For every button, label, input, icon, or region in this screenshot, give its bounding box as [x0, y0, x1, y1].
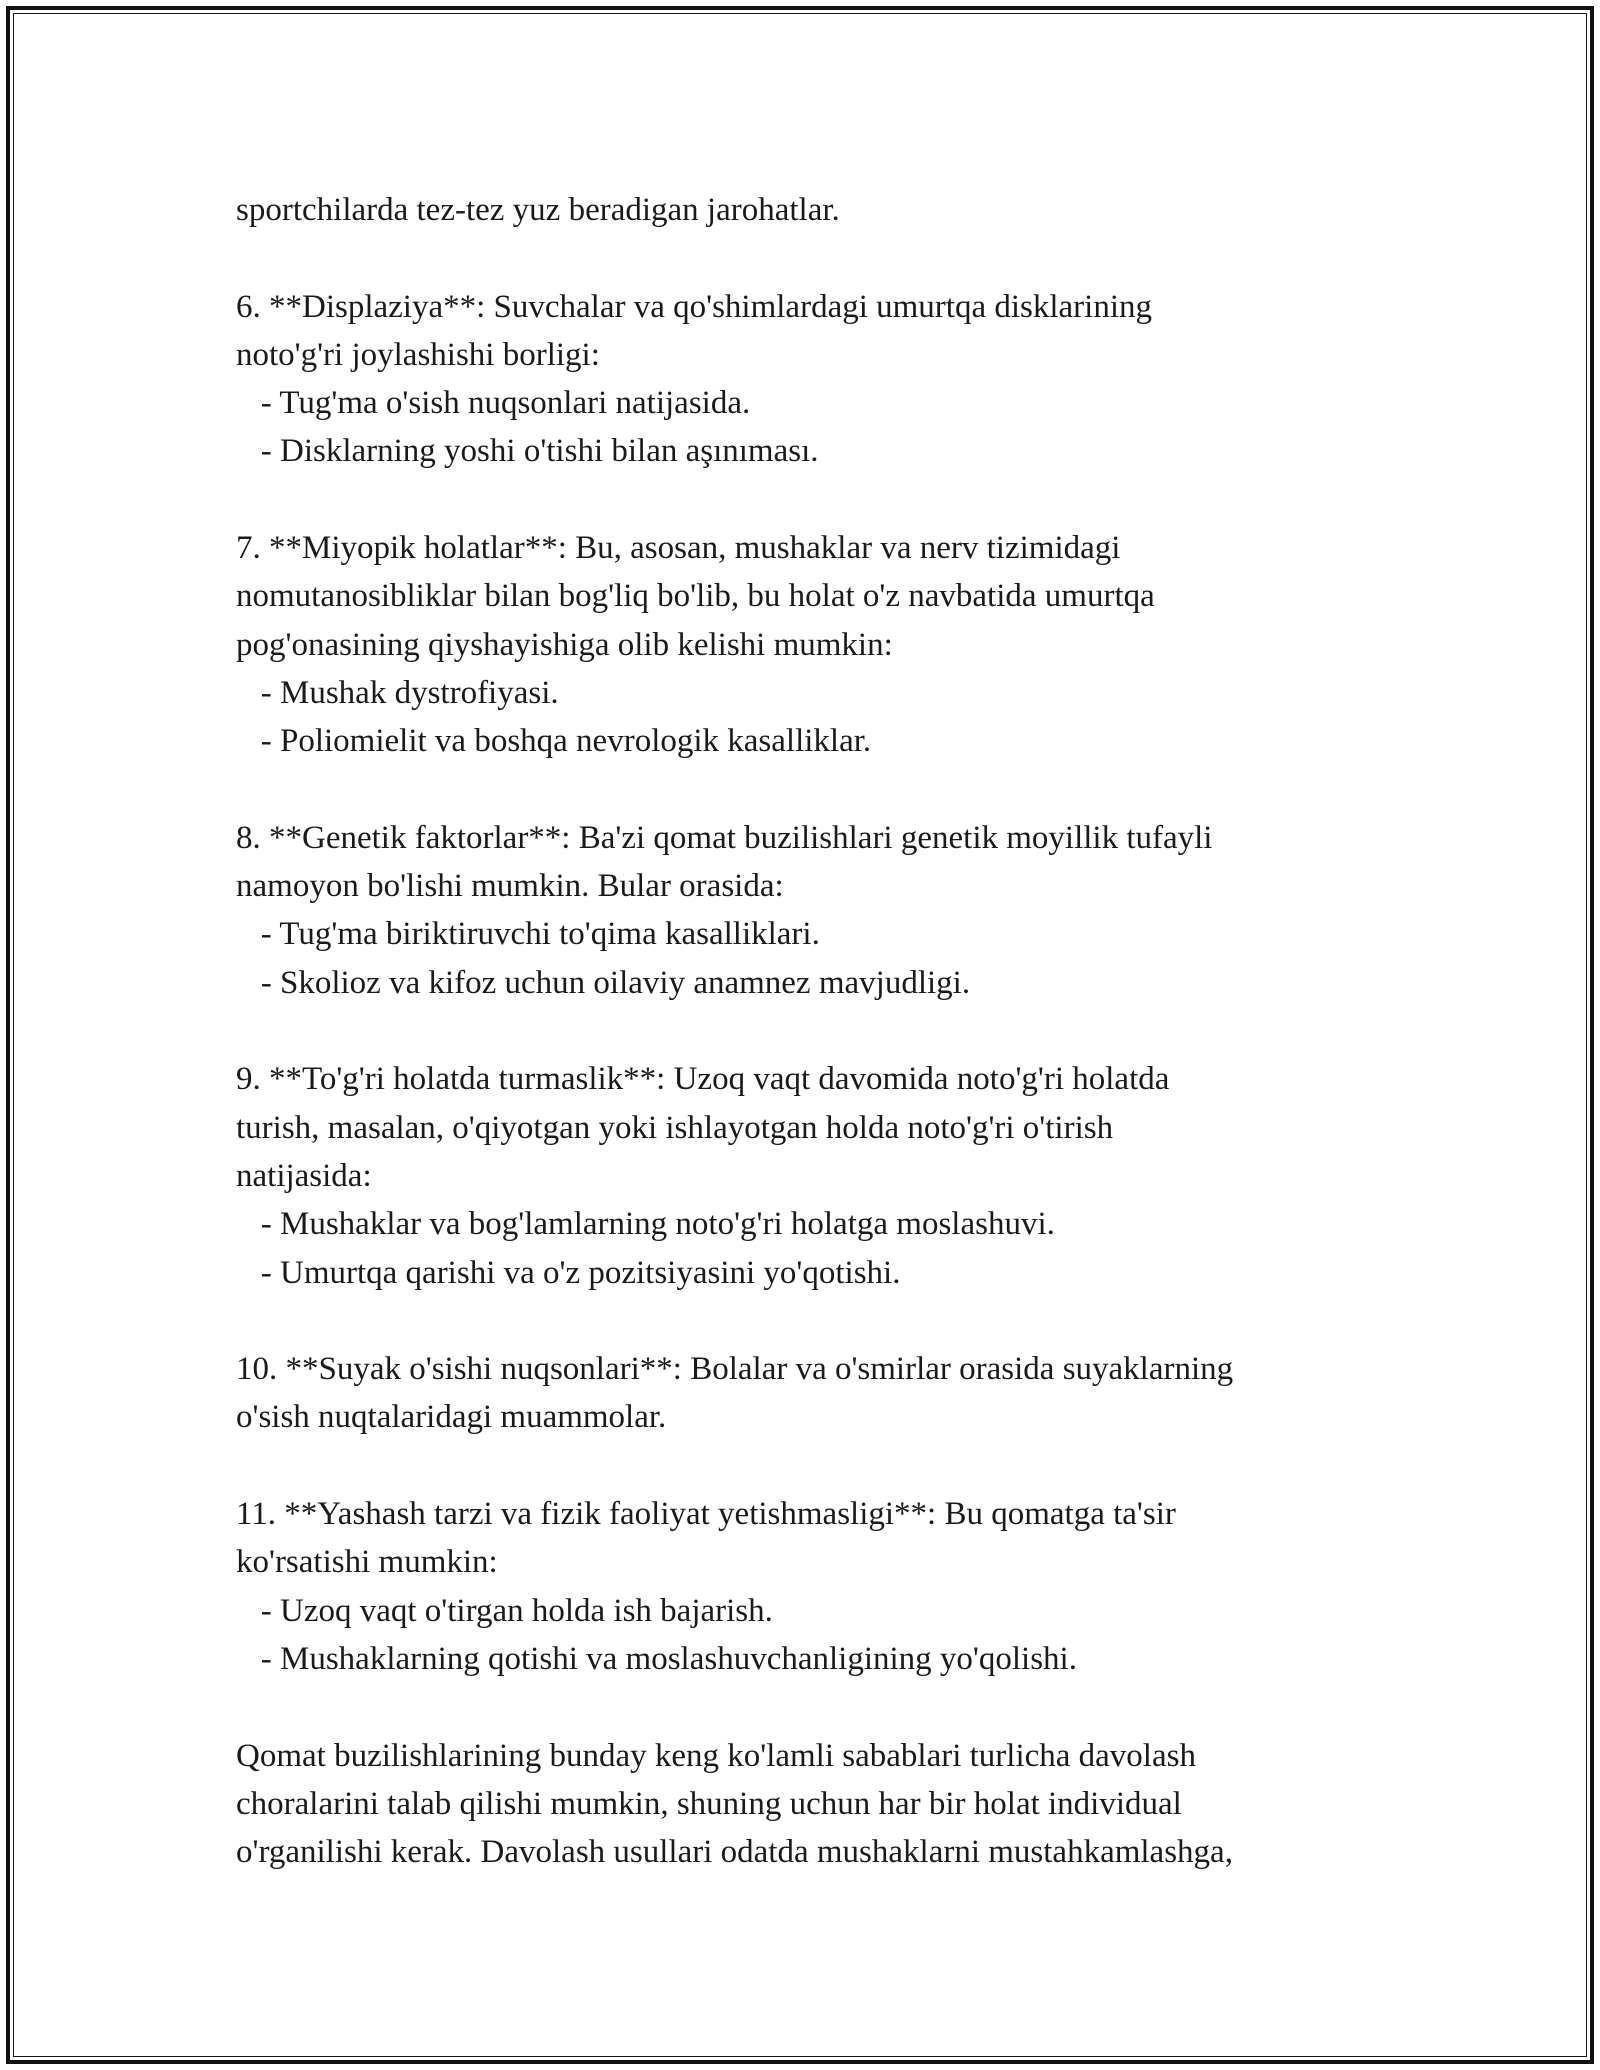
blank-line [236, 1297, 1416, 1345]
list-item: - Tug'ma o'sish nuqsonlari natijasida. [236, 385, 751, 422]
document-body [236, 186, 1416, 1876]
list-item: - Umurtqa qarishi va o'z pozitsiyasini yo'qotishi. [236, 1254, 901, 1291]
text-line: ko'rsatishi mumkin: [236, 1544, 498, 1581]
text-line: namoyon bo'lishi mumkin. Bular orasida: [236, 868, 784, 905]
text-line: sportchilarda tez-tez yuz beradigan jarohatlar. [236, 192, 840, 228]
blank-line [236, 1007, 1416, 1055]
text-line: turish, masalan, o'qiyotgan yoki ishlayotgan holda noto'g'ri o'tirish [236, 1109, 1114, 1146]
text-line: 6. **Displaziya**: Suvchalar va qo'shimlardagi umurtqa disklarining [236, 288, 1153, 325]
blank-line [236, 1442, 1416, 1490]
text-line: 10. **Suyak o'sishi nuqsonlari**: Bolalar va o'smirlar orasida suyaklarning [236, 1351, 1234, 1388]
text-line: nomutanosibliklar bilan bog'liq bo'lib, bu holat o'z navbatida umurtqa [236, 578, 1155, 615]
list-item: - Poliomielit va boshqa nevrologik kasalliklar. [236, 723, 872, 760]
blank-line [236, 476, 1416, 524]
text-line: 11. **Yashash tarzi va fizik faoliyat yetishmasligi**: Bu qomatga ta'sir [236, 1496, 1176, 1533]
list-item: - Mushaklarning qotishi va moslashuvchanligining yo'qolishi. [236, 1640, 1077, 1677]
text-line: o'rganilishi kerak. Davolash usullari odatda mushaklarni mustahkamlashga, [236, 1834, 1233, 1871]
text-line: o'sish nuqtalaridagi muammolar. [236, 1399, 667, 1436]
list-item: - Disklarning yoshi o'tishi bilan aşınıması. [236, 433, 819, 470]
list-item: - Tug'ma biriktiruvchi to'qima kasalliklari. [236, 916, 820, 953]
list-item: - Mushaklar va bog'lamlarning noto'g'ri holatga moslashuvi. [236, 1206, 1055, 1243]
blank-line [236, 234, 1416, 282]
list-item: - Uzoq vaqt o'tirgan holda ish bajarish. [236, 1592, 773, 1629]
text-line: 7. **Miyopik holatlar**: Bu, asosan, mushaklar va nerv tizimidagi [236, 530, 1121, 567]
text-line: noto'g'ri joylashishi borligi: [236, 336, 600, 373]
blank-line [236, 1683, 1416, 1731]
blank-line [236, 766, 1416, 814]
text-line: 9. **To'g'ri holatda turmaslik**: Uzoq vaqt davomida noto'g'ri holatda [236, 1061, 1170, 1098]
list-item: - Skolioz va kifoz uchun oilaviy anamnez mavjudligi. [236, 964, 971, 1001]
text-line: choralarini talab qilishi mumkin, shuning uchun har bir holat individual [236, 1785, 1182, 1822]
text-line: natijasida: [236, 1157, 372, 1194]
text-line: 8. **Genetik faktorlar**: Ba'zi qomat buzilishlari genetik moyillik tufayli [236, 819, 1213, 856]
text-line: pog'onasining qiyshayishiga olib kelishi mumkin: [236, 626, 893, 663]
list-item: - Mushak dystrofiyasi. [236, 674, 559, 711]
text-line: Qomat buzilishlarining bunday keng ko'lamli sabablari turlicha davolash [236, 1737, 1196, 1774]
